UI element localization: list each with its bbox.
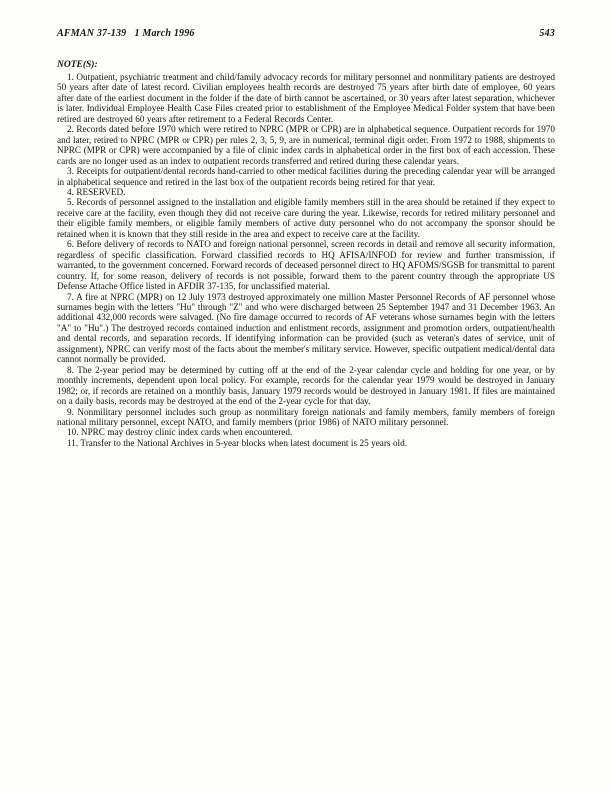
note-paragraph-3: 3. Receipts for outpatient/dental records hand-carried to other medical facilities during the preceding calendar year will be arranged in alphabetical sequence and retired in the last box of the outpatient records being retired for that year. xyxy=(57,166,555,187)
note-paragraph-7: 7. A fire at NPRC (MPR) on 12 July 1973 destroyed approximately one million Master Personnel Records of AF personnel whose surnames begin with the letters "Hu" through "Z" and who were discharged between 25 September 1947 and 31 December 1963. An additional 432,000 records were salvaged. (No fire damage occurred to records of AF veterans whose surnames begin with the letters "A" to "Hu".) The destroyed records contained induction and enlistment records, assignment and promotion orders, outpatient/health and dental records, and separation records. If identifying information can be provided (such as veteran's dates of service, unit of assignment), NPRC can verify most of the facts about the member's military service. However, specific outpatient medical/dental data cannot normally be provided. xyxy=(57,291,555,365)
note-paragraph-9: 9. Nonmilitary personnel includes such group as nonmilitary foreign nationals and family members, family members of foreign national military personnel, except NATO, and family members (prior 1986) of NATO military personnel. xyxy=(57,406,555,427)
note-paragraph-4: 4. RESERVED. xyxy=(67,186,126,197)
note-paragraph-8: 8. The 2-year period may be determined by cutting off at the end of the 2-year calendar cycle and holding for one year, or by monthly increments, dependent upon local policy. For example, records for the calendar year 1979 would be destroyed in January 1982; or, if records are retained on a monthly basis, January 1979 records would be destroyed in January 1981. If files are maintained on a daily basis, records may be destroyed at the end of the 2-year cycle for that day. xyxy=(57,364,555,407)
note-paragraph-5: 5. Records of personnel assigned to the installation and eligible family members still in the area should be retained if they expect to receive care at the facility, even though they did not receive care during the year. Likewise, records for retired military personnel and their eligible family members, or eligible family members of active duty personnel who do not accompany the sponsor should be retained when it is known that they still reside in the area and expect to receive care at the facility. xyxy=(57,197,555,239)
note-paragraph-1: 1. Outpatient, psychiatric treatment and child/family advocacy records for military personnel and nonmilitary patients are destroyed 50 years after date of latest record. Civilian employees health records are destroyed 75 years after birth date of employee, 60 years after date of the earliest document in the folder if the date of birth cannot be ascertained, or 30 years after latest separation, whichever is later. Individual Employee Health Case Files created prior to establishment of the Employee Medical Folder system that have been retired are destroyed 60 years after retirement to a Federal Records Center. xyxy=(57,72,555,124)
note-paragraph-6: 6. Before delivery of records to NATO and foreign national personnel, screen records in detail and remove all security information, regardless of specific classification. Forward classified records to HQ AFISA/INFOD for review and further transmission, if warranted, to the government concerned. Forward records of deceased personnel direct to HQ AFOMS/SGSB for transmittal to parent country. If, for some reason, delivery of records is not possible, forward them to the parent country through the appropriate US Defense Attache Office listed in AFDIR 37-135, for unclassified material. xyxy=(57,239,555,292)
notes-section xyxy=(57,60,555,448)
note-paragraph-11: 11. Transfer to the National Archives in 5-year blocks when latest document is 25 years old. xyxy=(67,437,407,448)
document-id: AFMAN 37-139 1 March 1996 xyxy=(57,28,195,39)
notes-heading: NOTE(S): xyxy=(57,60,98,70)
page-number: 543 xyxy=(539,28,555,39)
page-header xyxy=(57,28,555,39)
note-paragraph-10: 10. NPRC may destroy clinic index cards when encountered. xyxy=(67,427,293,438)
note-paragraph-2: 2. Records dated before 1970 which were retired to NPRC (MPR or CPR) are in alphabetical sequence. Outpatient records for 1970 and later, retired to NPRC (MPR or CPR) per rules 2, 3, 5, 9, are in numerical, terminal digit order. From 1972 to 1988, shipments to NPRC (MPR or CPR) were accompanied by a file of clinic index cards in alphabetical order in the first box of each accession. These cards are no longer used as an index to outpatient records transferred and retired during these calendar years. xyxy=(57,124,555,166)
